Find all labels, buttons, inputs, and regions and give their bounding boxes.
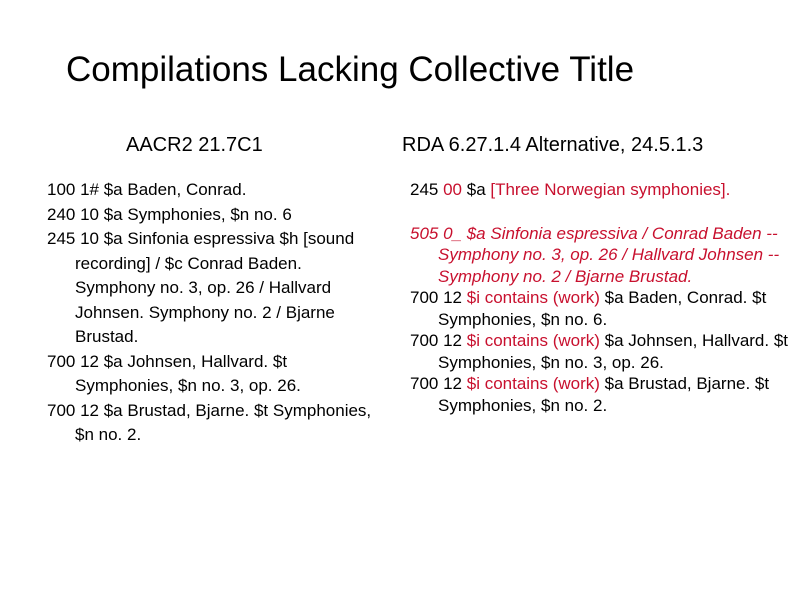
field-240: 240 10 $a Symphonies, $n no. 6 (47, 204, 292, 224)
field-700-content: $a Baden, Conrad. $t Symphonies, $n no. 6. (438, 288, 767, 329)
field-505: 505 0_ $a Sinfonia espressiva / Conrad Baden -- Symphony no. 3, op. 26 / Hallvard Johnsen --Symphony no. 2 / Bjarne Brustad. (410, 223, 780, 286)
field-700-content: $a Brustad, Bjarne. $t Symphonies, $n no. 2. (438, 374, 770, 415)
field-245-indicators: 00 (443, 180, 463, 199)
field-700-tag: 700 12 (410, 331, 467, 350)
field-700-baden (410, 287, 794, 330)
field-100: 100 1# $a Baden, Conrad. (47, 180, 247, 199)
field-245-subfield: $a (462, 180, 491, 199)
field-245-value: [Three Norwegian symphonies]. (490, 180, 731, 199)
slide-title: Compilations Lacking Collective Title (66, 50, 635, 89)
field-700-johnsen: 700 12 $a Johnsen, Hallvard. $t Symphonies, $n no. 3, op. 26. (47, 351, 301, 395)
field-700-johnsen (410, 330, 794, 373)
spacer (410, 203, 794, 223)
rda-record (410, 178, 794, 416)
relationship-designator: $i contains (work) (466, 374, 600, 393)
field-245 (410, 178, 794, 203)
relationship-designator: $i contains (work) (466, 331, 600, 350)
field-245: 245 10 $a Sinfonia espressiva $h [sound recording] / $c Conrad Baden. Symphony no. 3, op. 26 / Hallvard Johnsen. Symphony no. 2 / Bjarne Brustad. (47, 229, 355, 346)
field-700-brustad (410, 373, 794, 416)
left-column-heading: AACR2 21.7C1 (126, 134, 263, 156)
field-700-tag: 700 12 (410, 288, 467, 307)
field-700-content: $a Johnsen, Hallvard. $t Symphonies, $n no. 3, op. 26. (438, 331, 789, 372)
right-column-heading: RDA 6.27.1.4 Alternative, 24.5.1.3 (402, 134, 704, 156)
relationship-designator: $i contains (work) (466, 288, 600, 307)
field-700-tag: 700 12 (410, 374, 467, 393)
aacr2-record (47, 178, 377, 448)
field-245-tag: 245 (410, 180, 444, 199)
field-700-brustad: 700 12 $a Brustad, Bjarne. $t Symphonies, $n no. 2. (47, 400, 372, 444)
